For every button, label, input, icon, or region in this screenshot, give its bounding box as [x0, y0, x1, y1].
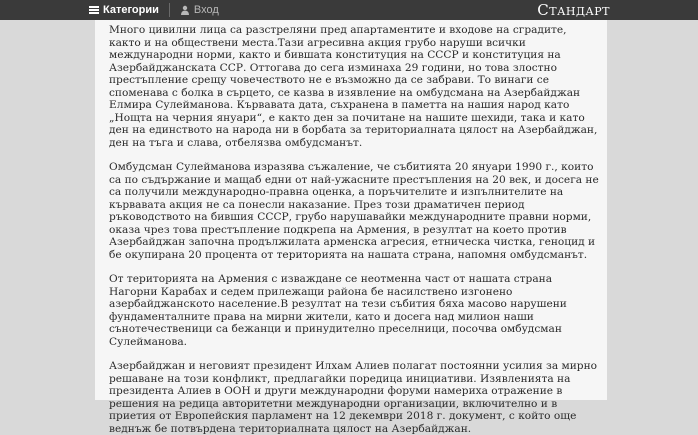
categories-label: Категории [103, 4, 159, 16]
site-logo[interactable]: Стандарт [537, 1, 610, 19]
article-paragraph: От територията на Армения с изваждане се неотменна част от нашата страна Нагорни Карабах и седем прилежащи района бе насилствено изгонено азербайджанското население.В резултат на тези събития бяха масово нарушени фундаменталните права на мирни жители, като и досега над милион наши сънотечественици са бежанци и принудително преселници, посочва омбудсман Сулейманова. [109, 273, 567, 348]
article-body [95, 20, 607, 435]
login-label: Вход [193, 4, 219, 16]
article-paragraph: Омбудсман Сулейманова изразява съжаление, че събитията 20 януари 1990 г., които са по съдържание и мащаб едни от най-ужасните престъпления на 20 век, и досега не са получили международно-правна оценка, а поръчителите и изпълнителите на кървавата акция не са понесли наказание. През този драматичен период ръководството на бившия СССР, грубо нарушавайки международните правни норми, оказа чрез това престъпление подкрепа на Армения, в резултат на което против Азербайджан започна продължилата арменска агресия, етническа чистка, геноцид и бе окупирана 20 процента от територията на нашата страна, напомня омбудсманът. [109, 161, 599, 261]
user-icon [180, 5, 190, 15]
article-paragraph: Много цивилни лица са разстреляни пред апартаментите и входове на сградите, както и на обществени места.Тази агресивна акция грубо наруши всички международни норми, както и бившата конституция на СССР и конституция на Азербайджанската ССР. Оттогава до сега изминаха 29 години, но това злостно престъпление срещу човечеството не е възможно да се забрави. То винаги се споменава с болка в сърцето, се казва в изявление на омбудсмана на Азербайджан Елмира Сулейманова. Кървавата дата, съхранена в паметта на нашия народ като „Нощта на черния януари“, е както ден за почитане на нашите шехиди, така и като ден на единството на народа ни в борбата за териториалната цялост на Азербайджан, ден на тъга и слава, отбелязва омбудсманът. [109, 24, 598, 149]
article-paragraph: Азербайджан и неговият президент Илхам Алиев полагат постоянни усилия за мирно решаване на този конфликт, предлагайки поредица инициативи. Изявленията на президента Алиев в ООН и други международни форуми намериха отражение в решения на редица авторитетни международни организации, включително и в приетия от Европейския парламент на 12 декември 2018 г. документ, с който още веднъж бе потвърдена териториалната цялост на Азербайджан. [109, 360, 598, 435]
divider [169, 3, 170, 17]
top-navigation-bar [0, 0, 698, 20]
categories-menu-button[interactable] [89, 4, 159, 16]
login-button[interactable] [180, 4, 219, 16]
hamburger-icon [89, 6, 99, 14]
